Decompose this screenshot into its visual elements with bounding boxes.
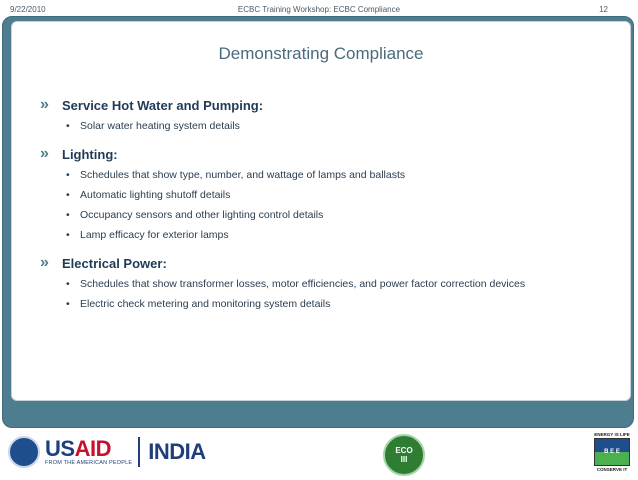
india-wordmark: INDIA bbox=[148, 439, 206, 464]
list-item bbox=[66, 277, 600, 291]
bullet-icon: • bbox=[66, 189, 70, 201]
chevron-icon: » bbox=[40, 253, 49, 271]
section-heading bbox=[40, 253, 600, 271]
usaid-seal-icon bbox=[8, 436, 40, 468]
usaid-us: US bbox=[45, 436, 75, 461]
list-item bbox=[66, 228, 600, 242]
section-hot-water bbox=[40, 95, 600, 133]
content-frame bbox=[2, 16, 634, 428]
section-heading-label: Service Hot Water and Pumping: bbox=[62, 98, 264, 113]
usaid-india-logo bbox=[8, 436, 206, 468]
bullet-icon: • bbox=[66, 120, 70, 132]
usaid-wordmark bbox=[45, 438, 132, 466]
list-item bbox=[66, 168, 600, 182]
usaid-aid: AID bbox=[74, 436, 111, 461]
bee-logo bbox=[592, 432, 632, 478]
bee-mark bbox=[594, 438, 630, 466]
footer-logos bbox=[0, 428, 638, 480]
section-lighting bbox=[40, 144, 600, 242]
list-item-text: Solar water heating system details bbox=[80, 120, 240, 132]
bullet-icon: • bbox=[66, 298, 70, 310]
eco-sub: III bbox=[400, 455, 408, 464]
list-item-text: Automatic lighting shutoff details bbox=[80, 189, 231, 201]
chevron-icon: » bbox=[40, 95, 49, 113]
content-panel bbox=[11, 21, 631, 401]
bee-mark-text: B E E bbox=[604, 449, 620, 455]
slide-title: Demonstrating Compliance bbox=[218, 44, 424, 63]
section-electrical bbox=[40, 253, 600, 311]
bullet-list bbox=[40, 119, 600, 133]
chevron-icon: » bbox=[40, 144, 49, 162]
list-item bbox=[66, 119, 600, 133]
logo-divider bbox=[138, 437, 140, 467]
bullet-content bbox=[40, 95, 600, 325]
bullet-icon: • bbox=[66, 278, 70, 290]
section-heading-label: Lighting: bbox=[62, 147, 118, 162]
bee-bottom-text: CONSERVE IT bbox=[596, 467, 628, 472]
list-item bbox=[66, 188, 600, 202]
bullet-icon: • bbox=[66, 169, 70, 181]
header-date: 9/22/2010 bbox=[10, 5, 46, 14]
usaid-tagline: FROM THE AMERICAN PEOPLE bbox=[45, 460, 133, 466]
section-heading-label: Electrical Power: bbox=[62, 256, 167, 271]
page-number: 12 bbox=[599, 5, 608, 14]
list-item-text: Occupancy sensors and other lighting control details bbox=[80, 209, 324, 221]
usaid-word bbox=[45, 438, 132, 460]
list-item-text: Lamp efficacy for exterior lamps bbox=[80, 229, 229, 241]
header-title: ECBC Training Workshop: ECBC Compliance bbox=[237, 5, 401, 14]
list-item-text: Schedules that show type, number, and wattage of lamps and ballasts bbox=[80, 169, 406, 181]
list-item-text: Electric check metering and monitoring system details bbox=[80, 298, 331, 310]
list-item-text: Schedules that show transformer losses, motor efficiencies, and power factor correction devices bbox=[80, 278, 526, 290]
list-item bbox=[66, 208, 600, 222]
bullet-icon: • bbox=[66, 229, 70, 241]
list-item bbox=[66, 297, 600, 311]
section-heading bbox=[40, 95, 600, 113]
bullet-icon: • bbox=[66, 209, 70, 221]
bullet-list bbox=[40, 277, 600, 311]
eco-logo bbox=[383, 434, 425, 476]
bullet-list bbox=[40, 168, 600, 242]
section-heading bbox=[40, 144, 600, 162]
bee-top-text: ENERGY IS LIFE bbox=[594, 432, 630, 437]
eco-label: ECO bbox=[395, 446, 413, 455]
